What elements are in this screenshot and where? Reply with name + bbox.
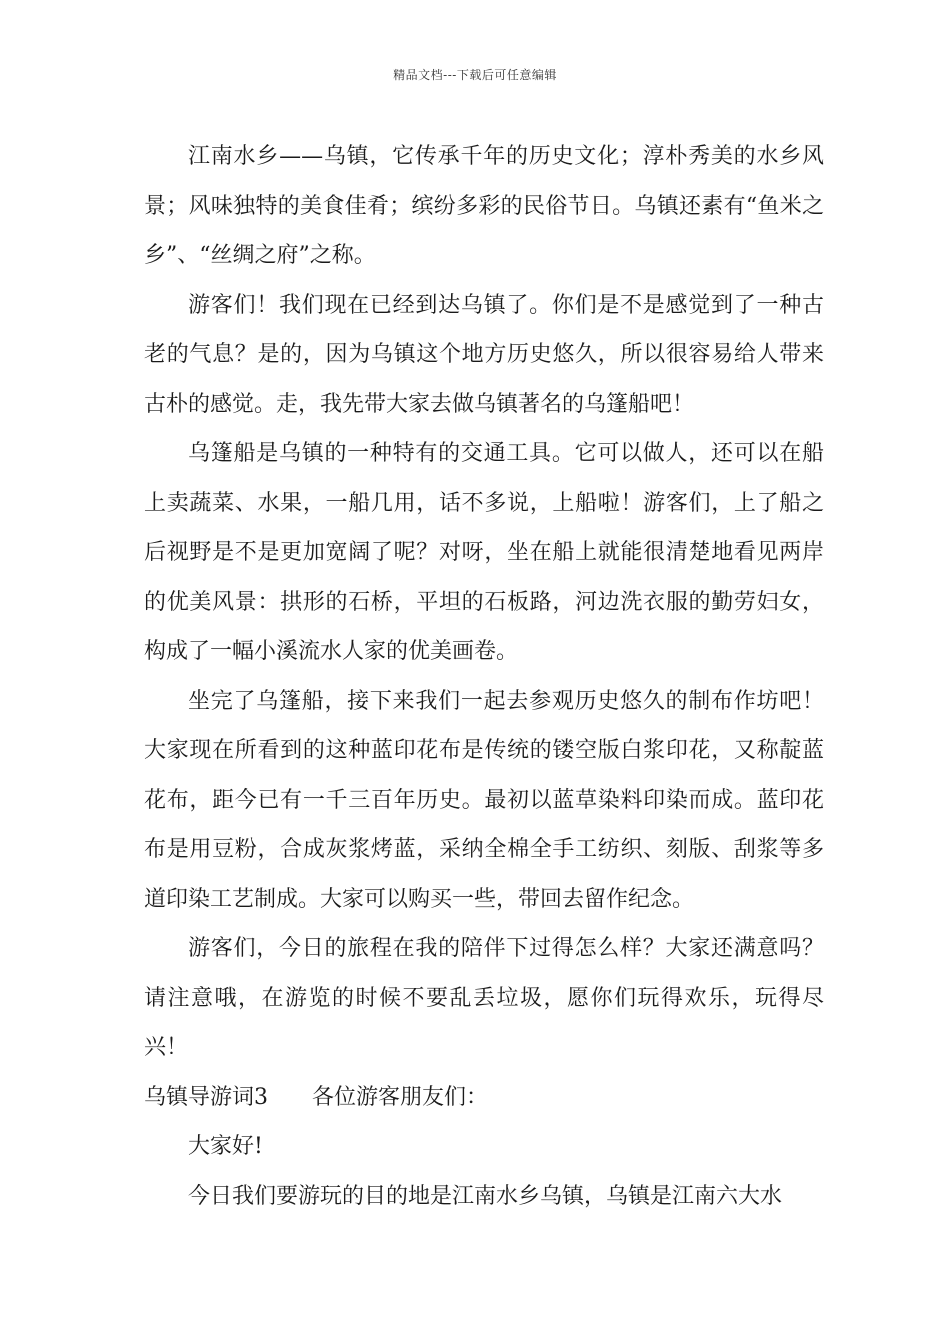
page-header: 精品文档---下载后可任意编辑	[393, 68, 557, 82]
document-body	[144, 132, 824, 1221]
section-title: 乌镇导游词3	[144, 1084, 268, 1110]
section-greeting: 各位游客朋友们：	[312, 1084, 489, 1110]
paragraph-arrival: 游客们！我们现在已经到达乌镇了。你们是不是感觉到了一种古老的气息？是的，因为乌镇这个地方历史悠久，所以很容易给人带来古朴的感觉。走，我先带大家去做乌镇著名的乌篷船吧！	[144, 292, 824, 417]
paragraph-hello: 大家好!	[188, 1134, 263, 1159]
paragraph-workshop: 坐完了乌篷船，接下来我们一起去参观历史悠久的制布作坊吧！大家现在所看到的这种蓝印花布是传统的镂空版白浆印花，又称靛蓝花布，距今已有一千三百年历史。最初以蓝草染料印染而成。蓝印花布是用豆粉，合成灰浆烤蓝，采纳全棉全手工纺织、刻版、刮浆等多道印染工艺制成。大家可以购买一些，带回去留作纪念。	[144, 688, 824, 912]
paragraph-boat: 乌篷船是乌镇的一种特有的交通工具。它可以做人，还可以在船上卖蔬菜、水果，一船几用，话不多说，上船啦！游客们，上了船之后视野是不是更加宽阔了呢？对呀，坐在船上就能很清楚地看见两岸的优美风景：拱形的石桥，平坦的石板路，河边洗衣服的勤劳妇女，构成了一幅小溪流水人家的优美画卷。	[144, 441, 824, 664]
paragraph-intro: 江南水乡——乌镇，它传承千年的历史文化；淳朴秀美的水乡风景；风味独特的美食佳肴；缤纷多彩的民俗节日。乌镇还素有“鱼米之乡”、“丝绸之府”之称。	[144, 144, 824, 268]
paragraph-closing: 游客们，今日的旅程在我的陪伴下过得怎么样？大家还满意吗？请注意哦，在游览的时候不要乱丢垃圾，愿你们玩得欢乐，玩得尽兴！	[144, 936, 824, 1060]
paragraph-destination: 今日我们要游玩的目的地是江南水乡乌镇，乌镇是江南六大水	[188, 1183, 783, 1209]
section-heading-line	[144, 1073, 824, 1123]
